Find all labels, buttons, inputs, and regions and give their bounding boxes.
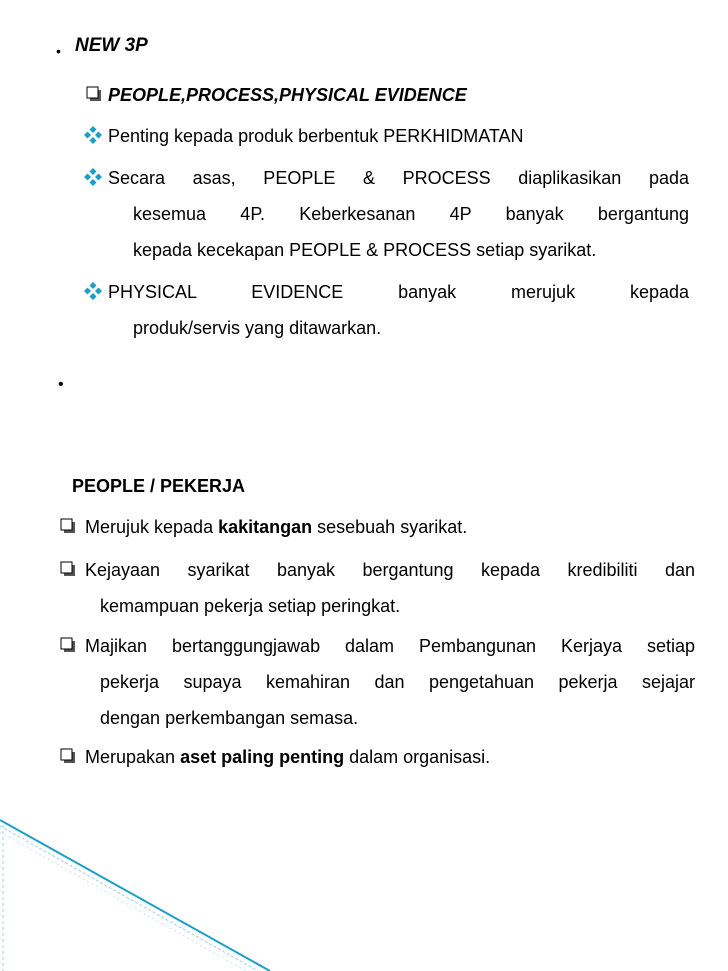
- square-bullet-icon: [60, 748, 76, 764]
- point-2-line-2: kesemua 4P. Keberkesanan 4P banyak bergantung: [133, 204, 689, 224]
- square-bullet-icon: [60, 637, 76, 653]
- point-2-line-3: kepada kecekapan PEOPLE & PROCESS setiap syarikat.: [133, 240, 597, 260]
- section-title: NEW 3P: [75, 35, 148, 56]
- people-item-2-line-2: kemampuan pekerja setiap peringkat.: [100, 596, 401, 616]
- square-bullet-icon: [60, 561, 76, 577]
- point-1-line-1: Penting kepada produk berbentuk PERKHIDMATAN: [108, 126, 524, 146]
- point-2-line-1: Secara asas, PEOPLE & PROCESS diaplikasikan pada: [108, 168, 689, 188]
- point-3-line-2: produk/servis yang ditawarkan.: [133, 318, 382, 338]
- bullet-dot-icon: •: [58, 376, 64, 393]
- point-3-line-1: PHYSICAL EVIDENCE banyak merujuk kepada: [108, 282, 689, 302]
- diamond-bullet-icon: [84, 282, 102, 300]
- people-item-3-line-1: Majikan bertanggungjawab dalam Pembangunan Kerjaya setiap: [85, 636, 695, 656]
- people-item-4: Merupakan aset paling penting dalam organisasi.: [85, 747, 491, 767]
- bullet-dot-icon: •: [56, 43, 61, 59]
- square-bullet-icon: [60, 518, 76, 534]
- subheading: PEOPLE,PROCESS,PHYSICAL EVIDENCE: [108, 85, 467, 105]
- people-item-3-line-2: pekerja supaya kemahiran dan pengetahuan pekerja sejajar: [100, 672, 695, 692]
- people-item-1: Merujuk kepada kakitangan sesebuah syarikat.: [85, 517, 468, 537]
- people-item-3-line-3: dengan perkembangan semasa.: [100, 708, 359, 728]
- square-bullet-icon: [86, 86, 102, 102]
- people-item-2-line-1: Kejayaan syarikat banyak bergantung kepada kredibiliti dan: [85, 560, 695, 580]
- diamond-bullet-icon: [84, 126, 102, 144]
- section-2-title: PEOPLE / PEKERJA: [72, 476, 246, 496]
- diamond-bullet-icon: [84, 168, 102, 186]
